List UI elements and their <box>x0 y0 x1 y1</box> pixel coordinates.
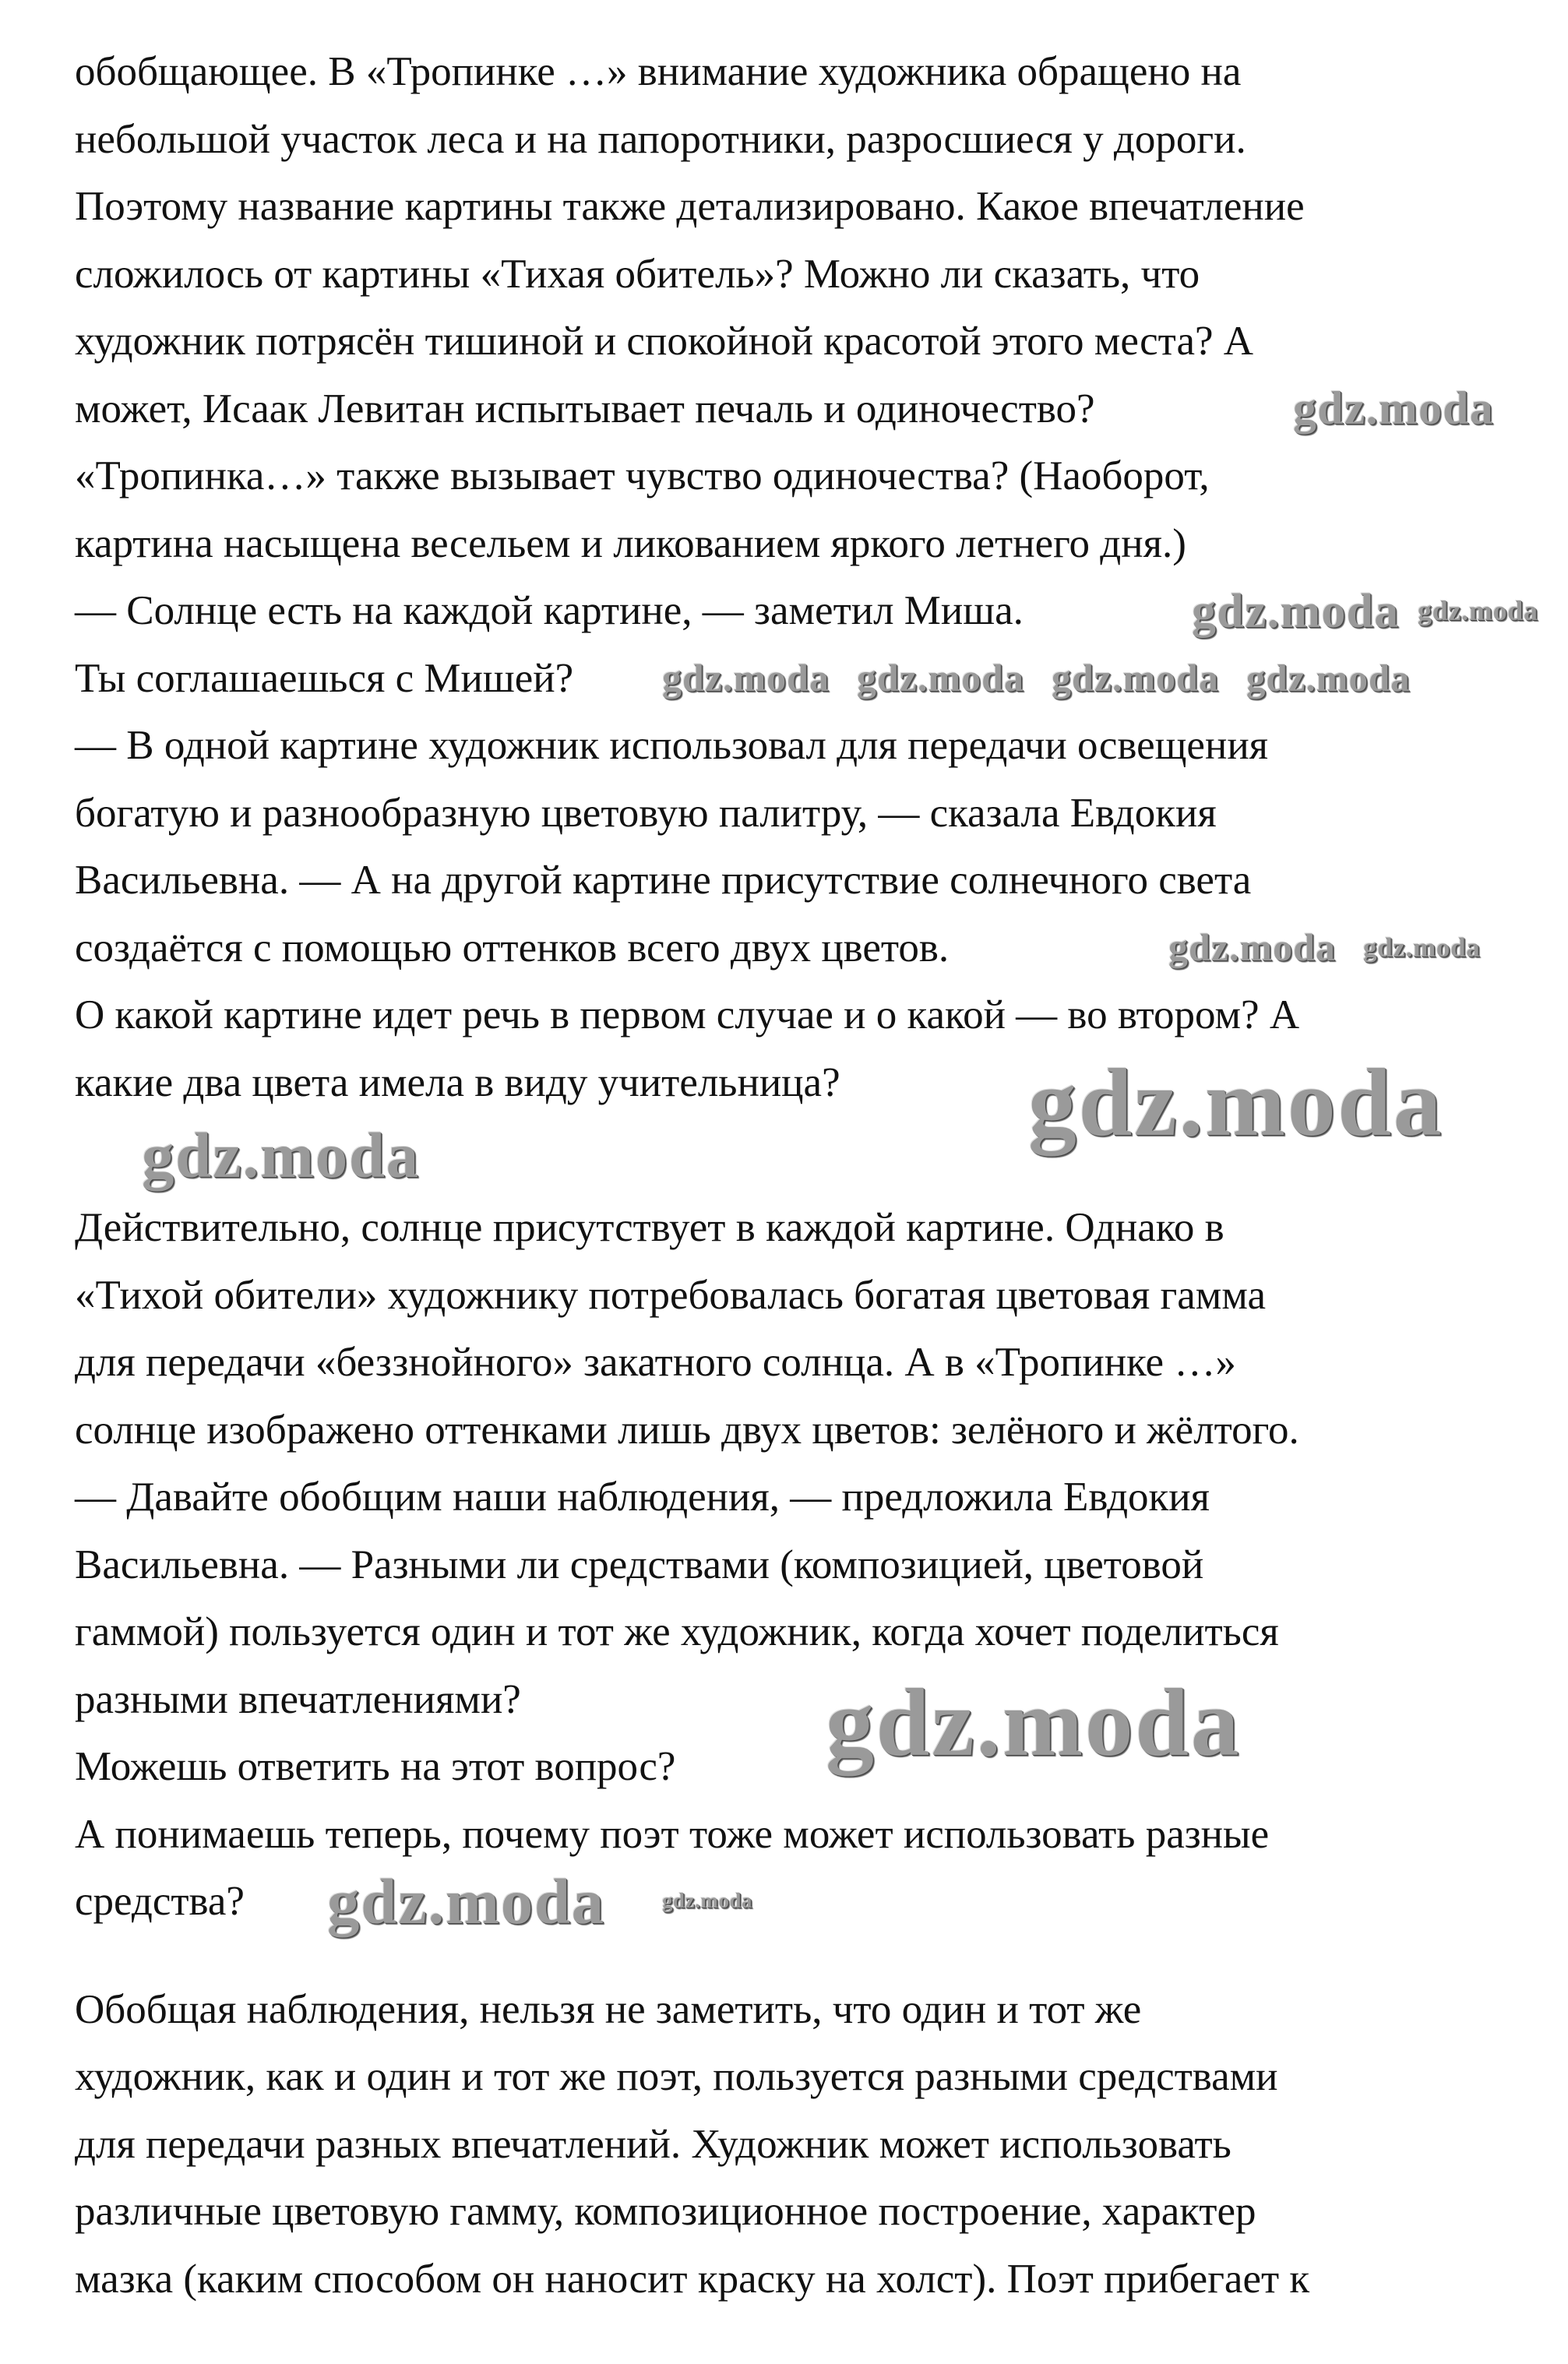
text-line: Васильевна. — Разными ли средствами (композицией, цветовой <box>75 1541 1204 1587</box>
watermark: gdz.moda <box>1028 1049 1444 1156</box>
watermark: gdz.moda <box>142 1119 420 1191</box>
watermark: gdz.moda <box>327 1865 605 1937</box>
watermark: gdz.moda <box>1052 656 1219 699</box>
text-line: — Давайте обобщим наши наблюдения, — предложила Евдокия <box>75 1474 1210 1520</box>
text-line: сложилось от картины «Тихая обитель»? Можно ли сказать, что <box>75 251 1200 297</box>
text-line: Действительно, солнце присутствует в каждой картине. Однако в <box>75 1205 1224 1250</box>
watermark: gdz.moda <box>1192 585 1400 638</box>
watermark: gdz.moda <box>1168 925 1336 969</box>
text-line: Поэтому название картины также детализировано. Какое впечатление <box>75 184 1305 229</box>
text-line: различные цветовую гамму, композиционное построение, характер <box>75 2189 1256 2234</box>
text-line: картина насыщена весельем и ликованием яркого летнего дня.) <box>75 520 1186 566</box>
watermark: gdz.moda <box>662 656 830 699</box>
text-line: мазка (каким способом он наносит краску на холст). Поэт прибегает к <box>75 2256 1310 2302</box>
text-line: создаётся с помощью оттенков всего двух цветов. <box>75 925 950 971</box>
text-line: А понимаешь теперь, почему поэт тоже может использовать разные <box>75 1811 1270 1857</box>
watermark: gdz.moda <box>662 1889 753 1912</box>
text-line: может, Исаак Левитан испытывает печаль и одиночество? <box>75 386 1095 432</box>
watermark: gdz.moda <box>1363 932 1481 963</box>
text-line: — В одной картине художник использовал для передачи освещения <box>75 723 1269 768</box>
text-line: художник потрясён тишиной и спокойной красотой этого места? А <box>75 319 1254 364</box>
text-line: — Солнце есть на каждой картине, — заметил Миша. <box>75 588 1024 633</box>
paragraph-block <box>75 1194 1539 1936</box>
watermark: gdz.moda <box>1246 657 1411 699</box>
text-line: Обобщая наблюдения, нельзя не заметить, что один и тот же <box>75 1986 1142 2032</box>
text-line: разными впечатлениями? <box>75 1676 521 1722</box>
text-line: небольшой участок леса и на папоротники, разросшиеся у дороги. <box>75 116 1246 162</box>
text-line: богатую и разнообразную цветовую палитру, — сказала Евдокия <box>75 790 1217 836</box>
text-line: Можешь ответить на этот вопрос? <box>75 1744 676 1789</box>
watermark: gdz.moda <box>857 656 1024 699</box>
watermark: gdz.moda <box>1293 382 1494 434</box>
text-line: Васильевна. — А на другой картине присутствие солнечного света <box>75 858 1252 903</box>
text-line: для передачи «беззнойного» закатного солнца. А в «Тропинке …» <box>75 1340 1236 1385</box>
text-line: солнце изображено оттенками лишь двух цветов: зелёного и жёлтого. <box>75 1407 1299 1453</box>
text-line: Ты соглашаешься с Мишей? <box>75 655 574 701</box>
text-line: какие два цвета имела в виду учительница? <box>75 1059 840 1105</box>
text-line: художник, как и один и тот же поэт, пользуется разными средствами <box>75 2054 1278 2099</box>
text-line: «Тропинка…» также вызывает чувство одиночества? (Наоборот, <box>75 453 1210 499</box>
text-line: О какой картине идет речь в первом случае и о какой — во втором? А <box>75 992 1300 1038</box>
text-line: для передачи разных впечатлений. Художник может использовать <box>75 2121 1231 2167</box>
text-line: гаммой) пользуется один и тот же художник, когда хочет поделиться <box>75 1609 1279 1654</box>
watermark: gdz.moda <box>826 1669 1242 1776</box>
paragraph-block <box>75 1976 1539 2313</box>
watermark: gdz.moda <box>1418 595 1538 626</box>
text-line: средства? <box>75 1879 245 1924</box>
text-line: обобщающее. В «Тропинке …» внимание художника обращено на <box>75 49 1242 94</box>
text-line: «Тихой обители» художнику потребовалась богатая цветовая гамма <box>75 1272 1267 1318</box>
